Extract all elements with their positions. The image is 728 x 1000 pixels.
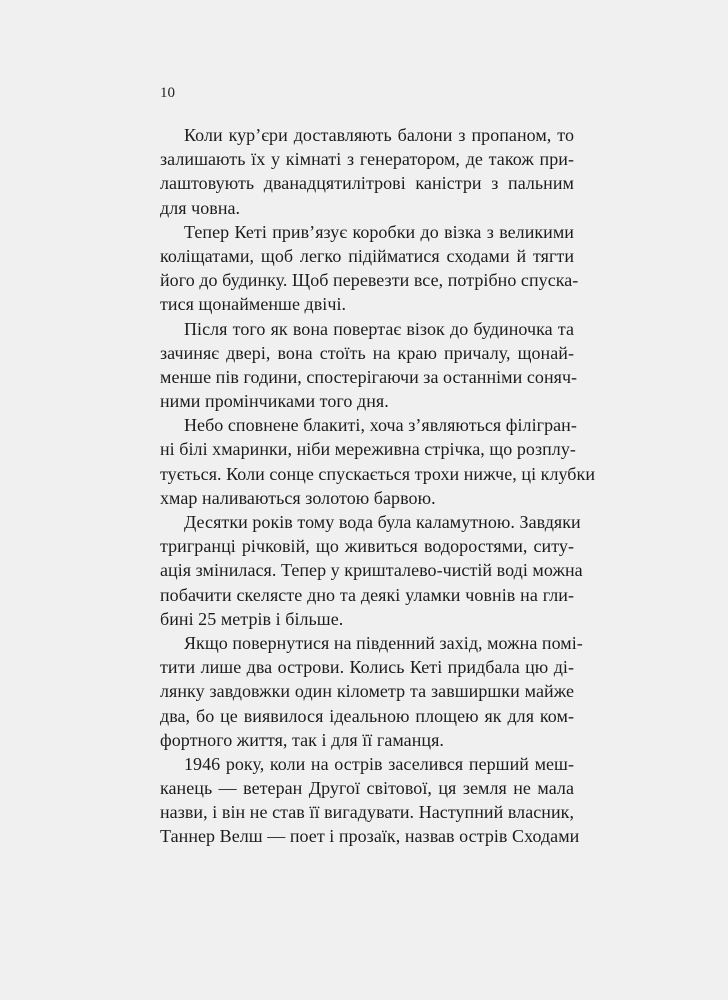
text-line: його до будинку. Щоб перевезти все, потрібно спуска- <box>160 270 579 291</box>
text-line: назви, і він не став її вигадувати. Наступний власник, <box>160 802 574 823</box>
text-line: менше пів години, спостерігаючи за останніми соняч- <box>160 366 578 387</box>
text-line: побачити скелясте дно та деякі уламки човнів на гли- <box>160 584 574 605</box>
text-line: ація змінилася. Тепер у кришталево-чистій воді можна <box>160 560 583 581</box>
paragraph <box>160 413 595 510</box>
text-line: лянку завдовжки один кілометр та завширшки майже <box>160 681 574 702</box>
text-line: ними промінчиками того дня. <box>160 391 389 412</box>
paragraph <box>160 752 580 849</box>
text-line: хмар наливаються золотою барвою. <box>160 487 436 508</box>
paragraph <box>160 220 579 317</box>
text-line: тися щонайменше двічі. <box>160 294 347 315</box>
paragraph <box>160 317 578 414</box>
paragraph <box>160 123 574 220</box>
text-line: Якщо повернутися на південний захід, можна помі- <box>184 632 583 653</box>
text-line: коліщатами, щоб легко підійматися сходами й тягти <box>160 245 574 266</box>
paragraph <box>160 631 583 752</box>
text-line: канець — ветеран Другої світової, ця земля не мала <box>160 778 574 799</box>
text-line: фортного життя, так і для її гаманця. <box>160 729 444 750</box>
text-line: тується. Коли сонце спускається трохи нижче, ці клубки <box>160 463 595 484</box>
text-line: бині 25 метрів і більше. <box>160 608 344 629</box>
text-line: два, бо це виявилося ідеальною площею як для ком- <box>160 705 574 726</box>
text-line: Небо сповнене блакиті, хоча з’являються філігран- <box>184 415 577 436</box>
text-line: Таннер Велш — поет і прозаїк, назвав острів Сходами <box>160 826 580 847</box>
text-line: зачиняє двері, вона стоїть на краю причалу, щонай- <box>160 342 574 363</box>
text-line: Після того як вона повертає візок до будиночка та <box>184 318 574 339</box>
text-line: лаштовують дванадцятилітрові каністри з пальним <box>160 173 574 194</box>
paragraph <box>160 510 583 631</box>
text-line: для човна. <box>160 197 241 218</box>
body-text <box>160 123 595 849</box>
text-line: Коли кур’єри доставляють балони з пропаном, то <box>184 125 574 145</box>
page-number: 10 <box>160 85 175 101</box>
text-line: 1946 року, коли на острів заселився перший меш- <box>184 753 574 774</box>
text-line: залишають їх у кімнаті з генератором, де також при- <box>160 149 574 170</box>
text-line: тригранці річковій, що живиться водоростями, ситу- <box>160 536 574 557</box>
text-line: ні білі хмаринки, ніби мереживна стрічка, що розплу- <box>160 439 576 460</box>
text-line: тити лише два острови. Колись Кеті придбала цю ді- <box>160 657 574 678</box>
text-line: Тепер Кеті прив’язує коробки до візка з великими <box>184 221 574 242</box>
text-line: Десятки років тому вода була каламутною. Завдяки <box>184 512 581 532</box>
